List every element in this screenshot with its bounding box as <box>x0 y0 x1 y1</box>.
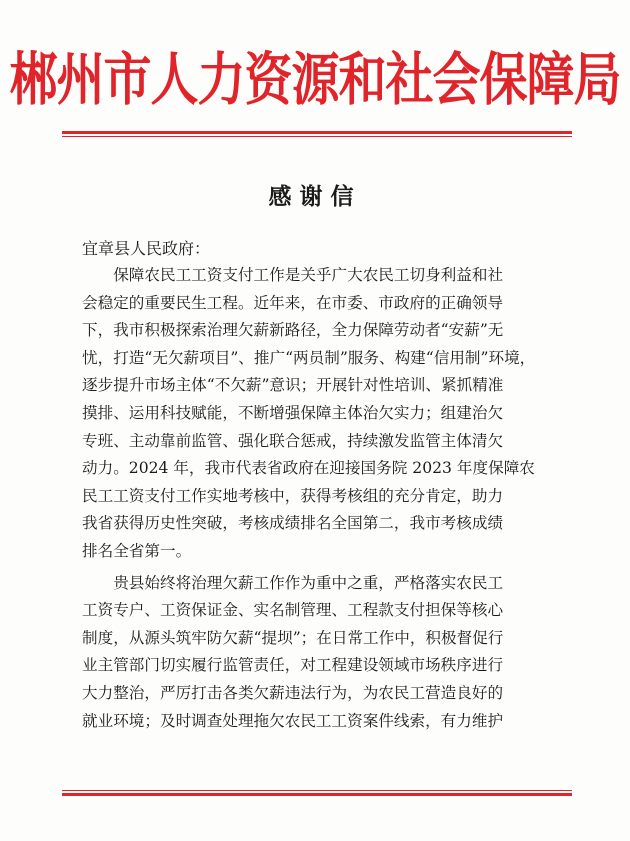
text-line: 忧，打造“无欠薪项目”、推广“两员制”服务、构建“信用制”环境， <box>82 348 536 367</box>
text-line: 大力整治，严厉打击各类欠薪违法行为，为农民工营造良好的 <box>82 683 504 702</box>
letter-body <box>82 262 554 735</box>
footer-rule-thin <box>62 790 572 791</box>
text-line: 保障农民工工资支付工作是关乎广大农民工切身利益和社 <box>113 266 504 284</box>
text-line: 逐步提升市场主体“不欠薪”意识；开展针对性培训、紧抓精准 <box>82 376 504 395</box>
text-line: 会稳定的重要民生工程。近年来，在市委、市政府的正确领导 <box>82 293 504 312</box>
text-line: 民工工资支付工作实地考核中，获得考核组的充分肯定，助力 <box>82 486 504 505</box>
text-line: 贵县始终将治理欠薪工作作为重中之重，严格落实农民工 <box>113 573 504 592</box>
text-line: 业主管部门切实履行监管责任，对工程建设领域市场秩序进行 <box>82 656 504 675</box>
text-line: 工资专户、工资保证金、实名制管理、工程款支付担保等核心 <box>82 601 504 620</box>
text-line: 摸排、运用科技赋能，不断增强保障主体治欠实力；组建治欠 <box>82 403 504 422</box>
text-line: 下，我市积极探索治理欠薪新路径，全力保障劳动者“安薪”无 <box>82 321 504 340</box>
letterhead-rule-thick <box>62 131 572 134</box>
letter-salutation: 宜章县人民政府： <box>82 239 211 258</box>
letterhead-org-name: 郴州市人力资源和社会保障局 <box>9 47 621 114</box>
footer-rule-thick <box>62 793 572 796</box>
text-line: 就业环境；及时调查处理拖欠农民工工资案件线索，有力维护 <box>82 711 504 730</box>
text-line: 专班、主动靠前监管、强化联合惩戒，持续激发监管主体清欠 <box>82 431 504 450</box>
paragraph-1 <box>82 262 554 566</box>
text-line: 制度，从源头筑牢防欠薪“提坝”；在日常工作中，积极督促行 <box>82 628 504 647</box>
letterhead-rule-thin <box>62 136 572 137</box>
text-line: 排名全省第一。 <box>82 541 192 560</box>
text-line: 我省获得历史性突破，考核成绩排名全国第二，我市考核成绩 <box>82 514 504 533</box>
letter-title: 感谢信 <box>268 184 362 210</box>
text-line: 动力。2024 年，我市代表省政府在迎接国务院 2023 年度保障农 <box>82 459 535 478</box>
paragraph-2 <box>82 570 554 736</box>
